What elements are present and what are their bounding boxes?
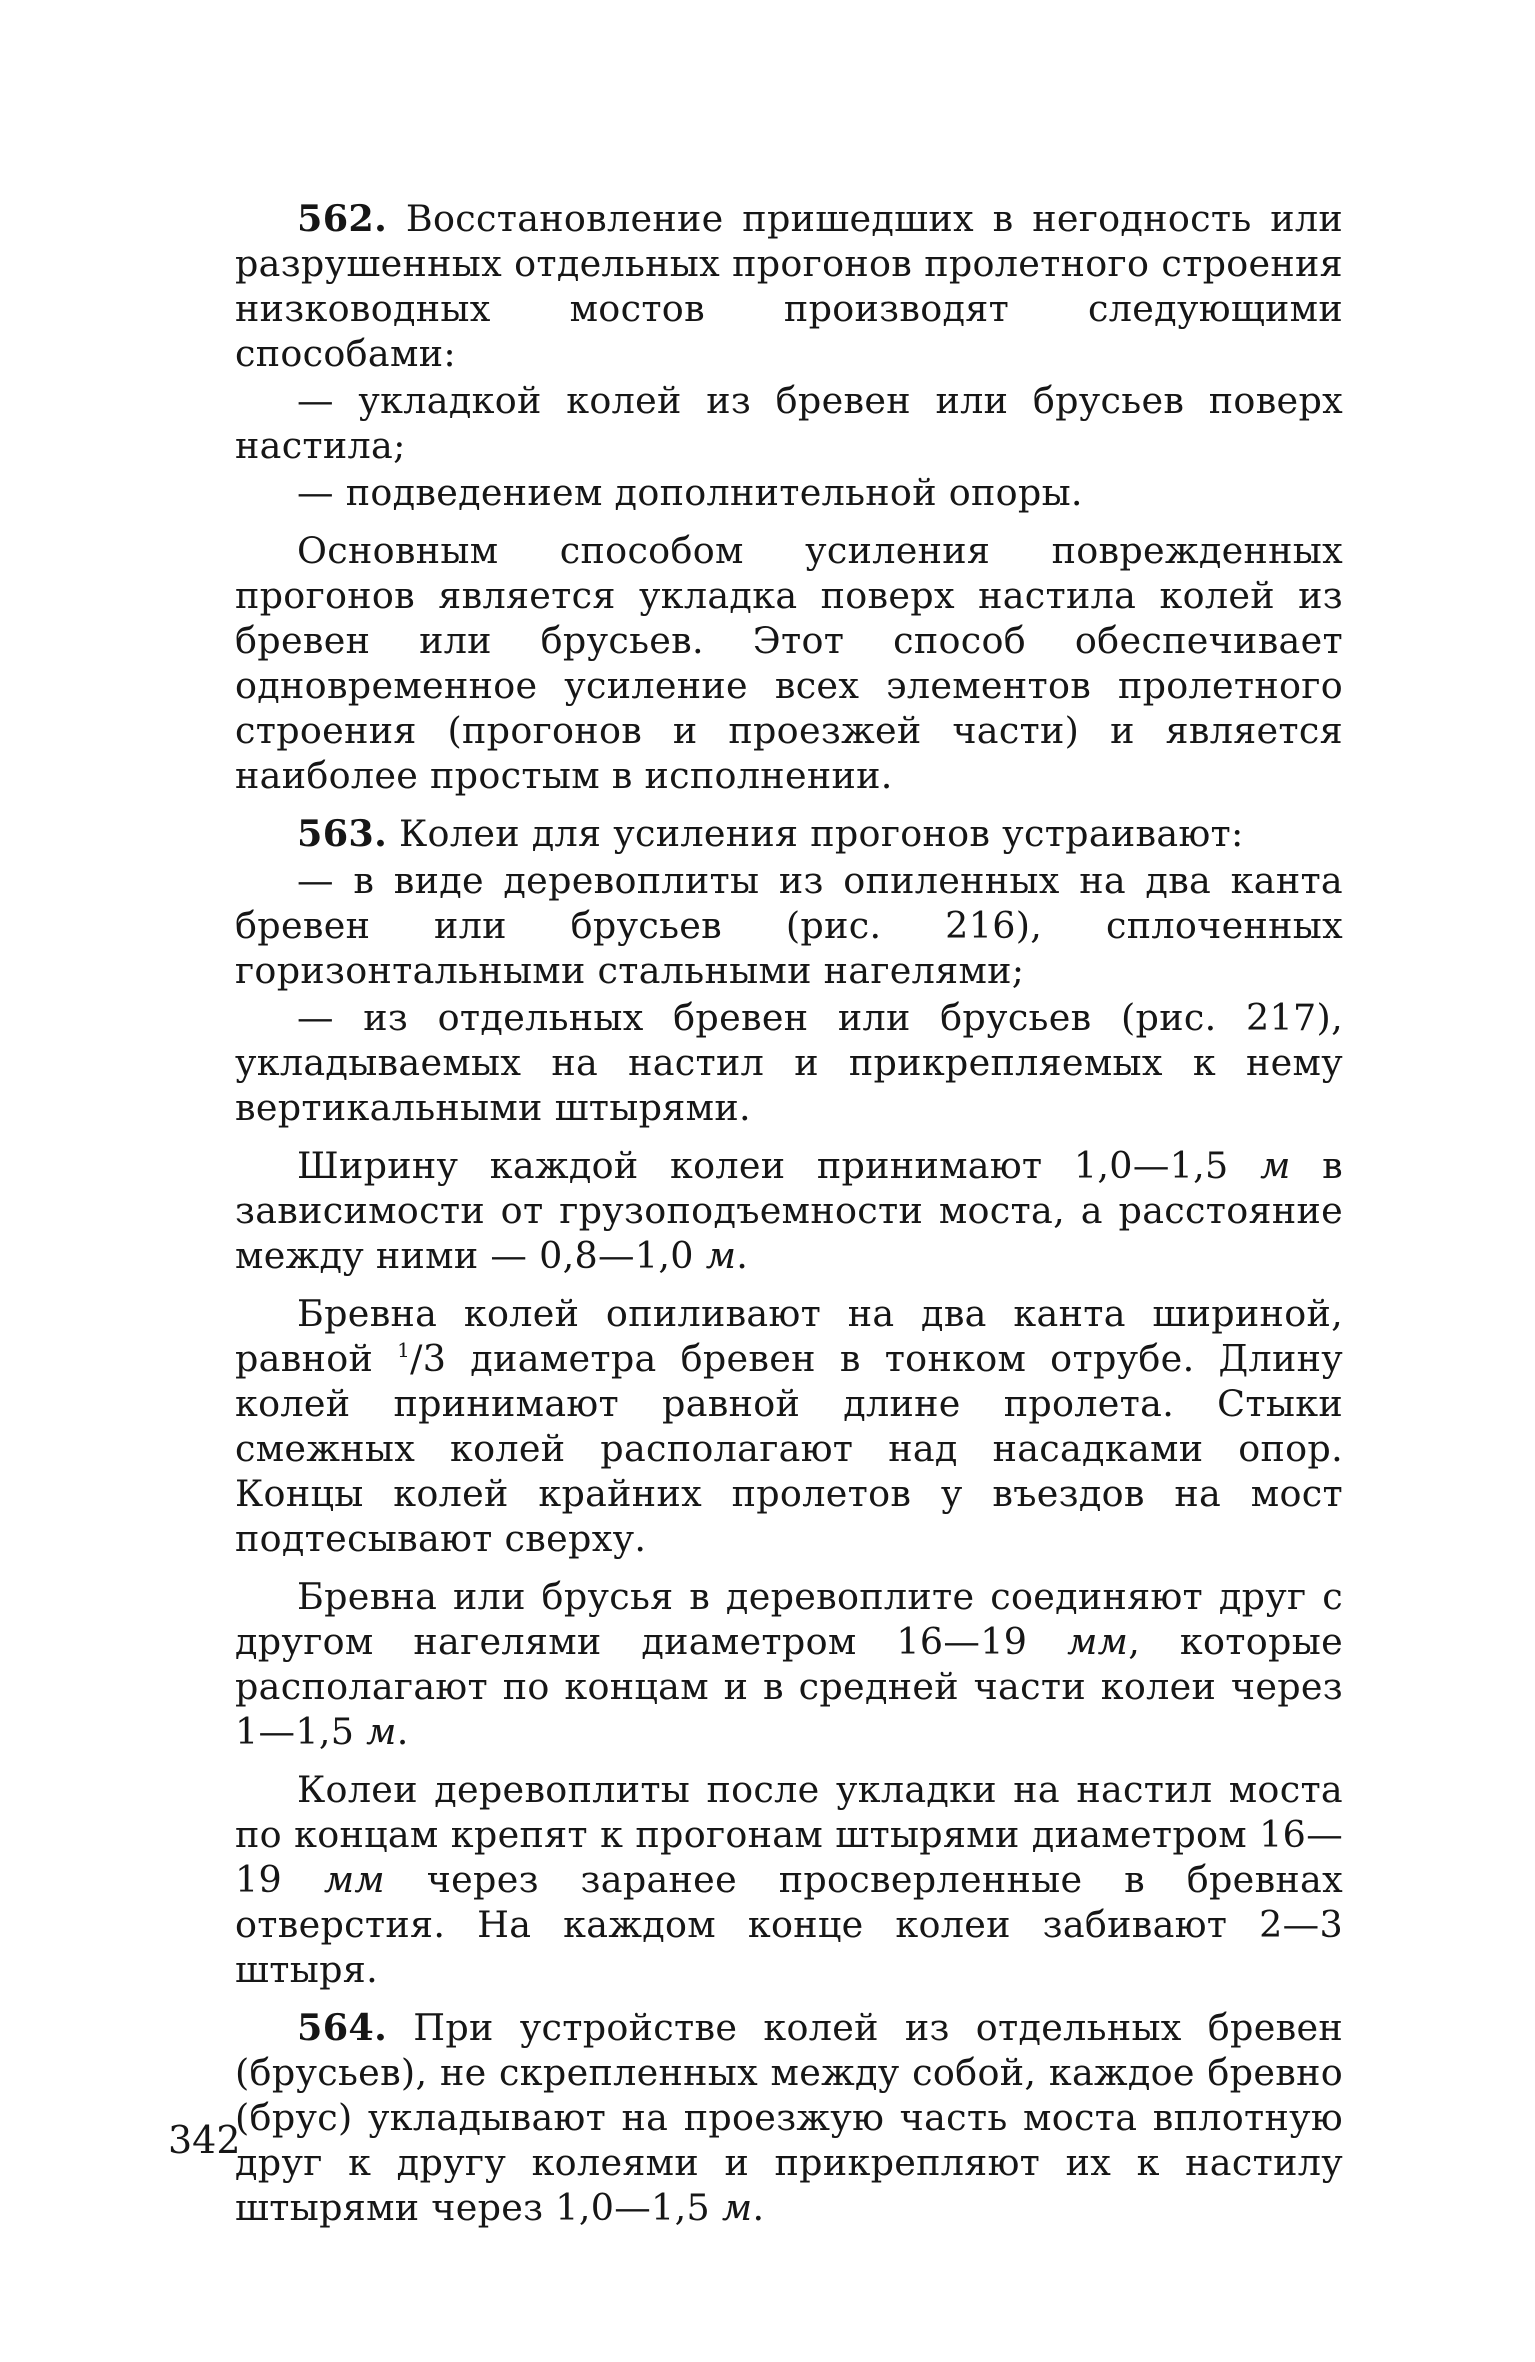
paragraph: Бревна или брусья в деревоплите соединяют друг с другом нагелями диаметром 16—19 мм, которые располагают по концам и в средней части колеи через 1—1,5 м.	[235, 1575, 1343, 1753]
list-item: — из отдельных бревен или брусьев (рис. 217), укладываемых на настил и прикрепляемых к нему вертикальными штырями.	[235, 996, 1343, 1129]
paragraph-564: 564. При устройстве колей из отдельных бревен (брусьев), не скрепленных между собой, каждое бревно (брус) укладывают на проезжую часть моста вплотную друг к другу колеями и прикрепляют их к настилу штырями через 1,0—1,5 м.	[235, 2006, 1343, 2229]
list-item: — укладкой колей из бревен или брусьев поверх настила;	[235, 379, 1343, 467]
paragraph: Основным способом усиления поврежденных прогонов является укладка поверх настила колей из бревен или брусьев. Этот способ обеспечивает одновременное усиление всех элементов пролетного строения (прогонов и проезжей части) и является наиболее простым в исполнении.	[235, 529, 1343, 797]
list-item: — подведением дополнительной опоры.	[297, 471, 1083, 514]
section-number: 562.	[297, 197, 388, 240]
paragraph: Ширину каждой колеи принимают 1,0—1,5 м в зависимости от грузоподъемности моста, а расстояние между ними — 0,8—1,0 м.	[235, 1144, 1343, 1277]
section-number: 563.	[297, 812, 388, 855]
page-number: 342	[168, 2118, 241, 2162]
section-number: 564.	[297, 2006, 388, 2049]
list-item: — в виде деревоплиты из опиленных на два канта бревен или брусьев (рис. 216), сплоченных горизонтальными стальными нагелями;	[235, 859, 1343, 992]
paragraph-562: 562. Восстановление пришедших в негодность или разрушенных отдельных прогонов пролетного строения низководных мостов производят следующими способами:	[235, 197, 1343, 375]
page-body	[235, 196, 1343, 2229]
paragraph-563: 563. Колеи для усиления прогонов устраивают:	[297, 812, 1244, 855]
paragraph: Колеи деревоплиты после укладки на настил моста по концам крепят к прогонам штырями диаметром 16—19 мм через заранее просверленные в бревнах отверстия. На каждом конце колеи забивают 2—3 штыря.	[235, 1768, 1343, 1991]
paragraph: Бревна колей опиливают на два канта шириной, равной $^1$/3 диаметра бревен в тонком отрубе. Длину колей принимают равной длине пролета. Стыки смежных колей располагают над насадками опор. Концы колей крайних пролетов у въездов на мост подтесывают сверху.	[235, 1292, 1343, 1560]
